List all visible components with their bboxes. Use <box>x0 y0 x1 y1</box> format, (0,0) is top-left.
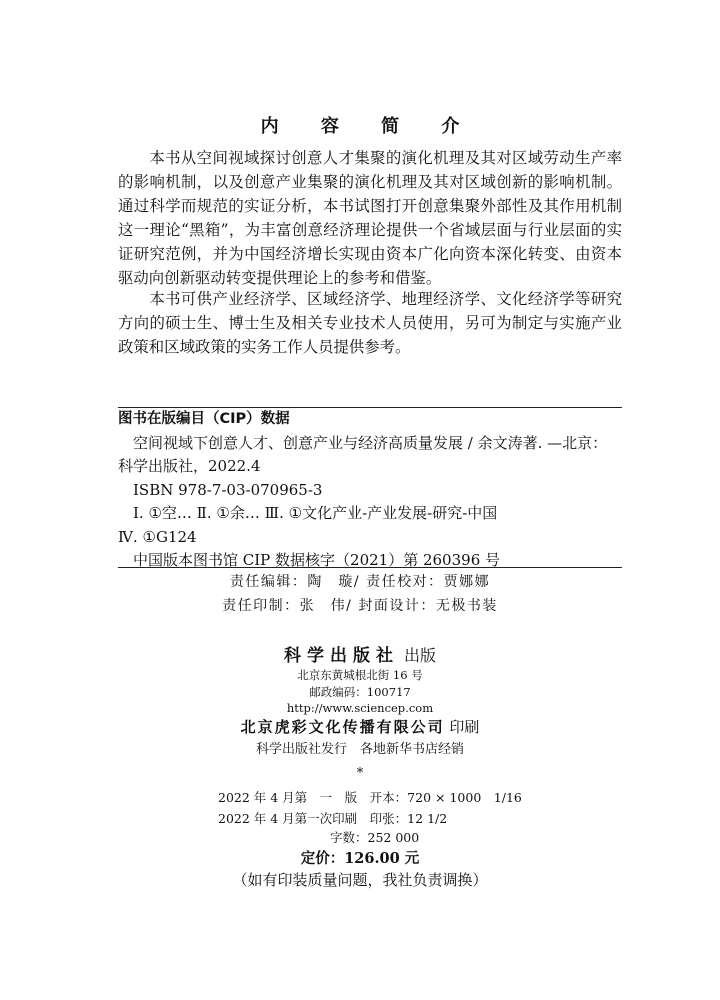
publisher-name: 科学出版社 <box>283 646 399 666</box>
summary-paragraph-1 <box>118 146 622 290</box>
word-count: 字数：252 000 <box>330 830 420 845</box>
publisher-address: 北京东黄城根北街 16 号 <box>297 668 423 682</box>
summary-paragraph-2 <box>118 287 622 359</box>
cip-publisher-line: 科学出版社，2022.4 <box>118 457 261 475</box>
publisher-postcode: 邮政编码：100717 <box>309 685 411 699</box>
quality-note: （如有印装质量问题，我社负责调换） <box>232 871 488 889</box>
cip-classification-2: Ⅳ. ①G124 <box>118 527 197 546</box>
summary-paragraph-1-text: 本书从空间视域探讨创意人才集聚的演化机理及其对区域劳动生产率的影响机制，以及创意产业集聚的演化机理及其对区域创新的影响机制。通过科学而规范的实证分析，本书试图打开创意集聚外部性及其作用机制这一理论“黑箱”，为丰富创意经济理论提供一个省域层面与行业层面的实证研究范例，并为中国经济增长实现由资本广化向资本深化转变、由资本驱动向创新驱动转变提供理论上的参考和借鉴。 <box>118 149 622 287</box>
credits-line-1: 责任编辑：陶 璇/ 责任校对：贾娜娜 <box>229 574 491 590</box>
distribution-line: 科学出版社发行 各地新华书店经销 <box>255 742 464 757</box>
cip-block <box>118 408 622 573</box>
cip-heading: 图书在版编目（CIP）数据 <box>118 411 290 427</box>
printing-line: 2022 年 4 月第一次印刷 印张：12 1/2 <box>218 811 448 826</box>
cip-title-line: 空间视域下创意人才、创意产业与经济高质量发展 / 余文涛著. —北京： <box>133 433 608 452</box>
edition-line: 2022 年 4 月第 一 版 开本：720 × 1000 1/16 <box>218 790 522 805</box>
cip-record-number: 中国版本图书馆 CIP 数据核字（2021）第 260396 号 <box>133 551 501 569</box>
publisher-url: http://www.sciencep.com <box>286 701 434 715</box>
publisher-line <box>0 641 720 666</box>
publisher-suffix: 出版 <box>398 646 437 665</box>
price: 定价：126.00 元 <box>300 850 420 867</box>
cip-classification-1: Ⅰ. ①空… Ⅱ. ①余… Ⅲ. ①文化产业-产业发展-研究-中国 <box>133 504 498 522</box>
cip-isbn: ISBN 978-7-03-070965-3 <box>133 480 323 499</box>
printer-name: 北京虎彩文化传播有限公司 <box>240 718 445 736</box>
separator-star: * <box>356 766 364 781</box>
credits-line-2: 责任印制：张 伟/ 封面设计：无极书装 <box>222 598 498 614</box>
summary-paragraph-2-text: 本书可供产业经济学、区域经济学、地理经济学、文化经济学等研究方向的硕士生、博士生及相关专业技术人员使用，另可为制定与实施产业政策和区域政策的实务工作人员提供参考。 <box>118 290 622 356</box>
printer-line <box>0 716 720 737</box>
printer-suffix: 印刷 <box>444 718 480 736</box>
cip-bottom-rule <box>118 567 622 568</box>
page-title: 内 容 简 介 <box>260 116 478 137</box>
